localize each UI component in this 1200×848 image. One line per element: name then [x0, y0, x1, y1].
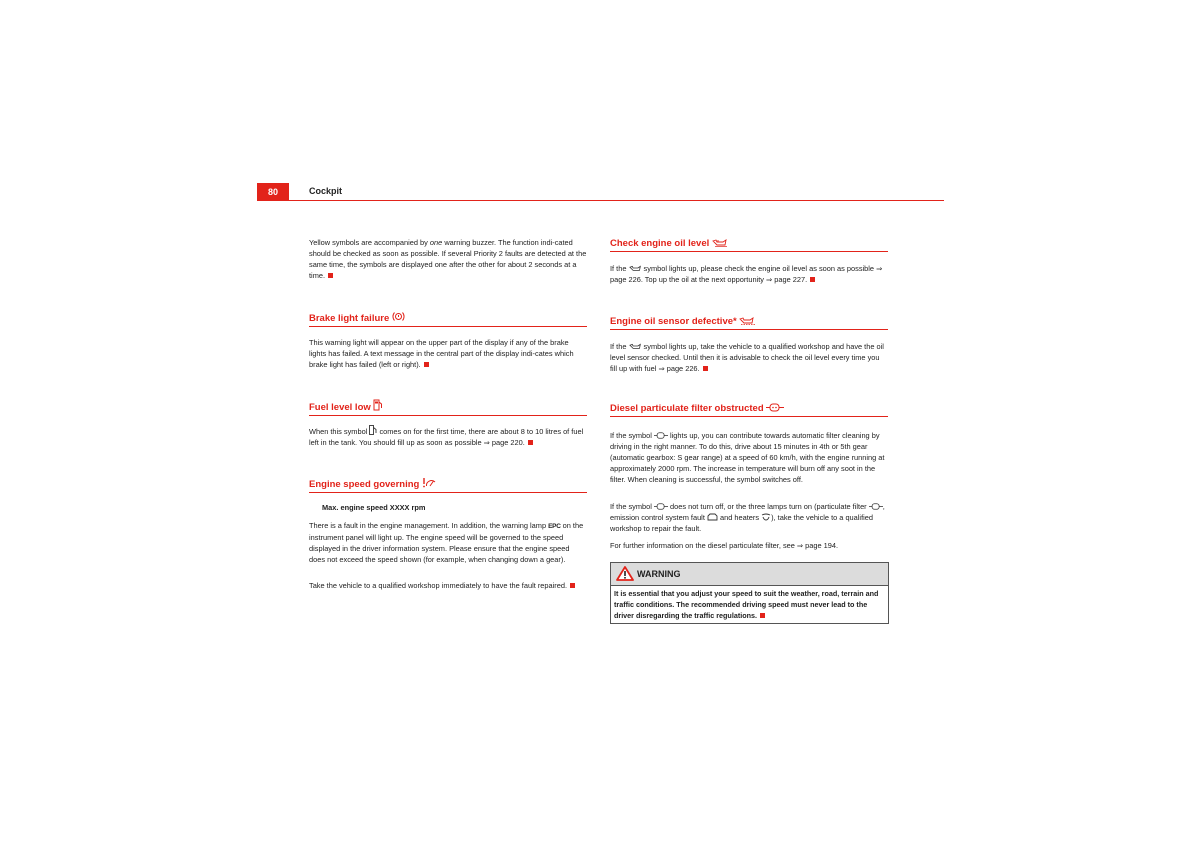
warning-header — [611, 563, 888, 586]
header-rule — [289, 200, 944, 201]
warning-label: WARNING — [637, 569, 681, 579]
particulate-filter-icon — [766, 403, 784, 412]
intro-paragraph: Yellow symbols are accompanied by one warning buzzer. The function indi-cated should be checked as soon as possible. If several Priority 2 faults are detected at the same time, the symbols are displayed one after the other for about 2 seconds at a time. — [309, 238, 587, 280]
fuel-paragraph: When this symbol comes on for the first time, there are about 8 to 10 litres of fuel left in the tank. You should fill up as soon as possible ⇒ page 220. — [309, 427, 584, 447]
fuel-pump-icon — [373, 399, 383, 411]
brake-light-heading: Brake light failure — [309, 311, 587, 327]
end-marker — [328, 273, 333, 278]
sensor-paragraph: If the symbol lights up, take the vehicle to a qualified workshop and have the oil level sensor checked. Until then it is advisable to check the oil level every time you fill up with fuel ⇒ page 226. — [610, 342, 884, 373]
particulate-filter-icon — [869, 503, 883, 510]
brake-light-icon — [392, 311, 405, 322]
oil-sensor-icon — [739, 315, 757, 325]
end-marker — [810, 277, 815, 282]
oil-can-icon — [629, 264, 642, 272]
engine-paragraph-2: Take the vehicle to a qualified workshop immediately to have the fault repaired. — [309, 580, 587, 591]
particulate-filter-icon — [654, 503, 668, 510]
warning-triangle-icon — [616, 566, 634, 586]
oil-sensor-heading: Engine oil sensor defective* — [610, 315, 888, 330]
end-marker — [528, 440, 533, 445]
engine-speed-subheading: Max. engine speed XXXX rpm — [322, 503, 426, 512]
epc-icon: EPC — [548, 523, 561, 530]
oil-paragraph: If the symbol lights up, please check the engine oil level as soon as possible ⇒ page 226. Top up the oil at the next opportunity ⇒ page 227. — [610, 264, 883, 284]
page-header — [257, 183, 944, 201]
end-marker — [760, 613, 765, 618]
engine-speed-heading: Engine speed governing — [309, 477, 587, 493]
fuel-level-heading: Fuel level low — [309, 399, 587, 416]
oil-sensor-icon — [629, 342, 642, 350]
particulate-filter-icon — [654, 432, 668, 439]
warning-text: It is essential that you adjust your speed to suit the weather, road, terrain and traffic conditions. The recommended driving speed must never lead to the driver disregarding the traffic regulations. — [614, 589, 879, 620]
end-marker — [703, 366, 708, 371]
emission-control-icon — [707, 513, 718, 521]
brake-paragraph: This warning light will appear on the upper part of the display if any of the brake lights has failed. A text message in the central part of the display indi-cates which brake light has failed (left or right). — [309, 338, 574, 369]
engine-speed-icon — [422, 477, 436, 488]
dpf-paragraph-1: If the symbol lights up, you can contribute towards automatic filter cleaning by driving in the right manner. To do this, drive about 15 minutes in 4th or 5th gear (automatic gearbox: S gear range) at a speed of 60 km/h, with the engine running at approximately 2000 rpm. The increase in temperature will burn off any soot in the filter. When cleaning is successful, the symbol switches off. — [610, 431, 885, 484]
end-marker — [424, 362, 429, 367]
particulate-filter-heading: Diesel particulate filter obstructed — [610, 403, 888, 417]
dpf-paragraph-3: For further information on the diesel particulate filter, see ⇒ page 194. — [610, 541, 839, 550]
page-number: 80 — [257, 183, 289, 201]
chapter-title: Cockpit — [309, 186, 343, 196]
warning-box — [610, 562, 889, 624]
dpf-paragraph-2: If the symbol does not turn off, or the three lamps turn on (particulate filter , emission control system fault and heaters ), take the vehicle to a qualified workshop to repair the fault. — [610, 502, 885, 533]
end-marker — [570, 583, 575, 588]
glow-plug-icon — [761, 513, 771, 521]
engine-paragraph-1: There is a fault in the engine management. In addition, the warning lamp EPC on the instrument panel will light up. The engine speed will be governed to the speed displayed in the driver information system. Please ensure that the engine speed does not exceed the speed shown (for example, when changing down a gear). — [309, 521, 584, 564]
oil-can-icon — [712, 237, 728, 247]
oil-level-heading: Check engine oil level — [610, 237, 888, 252]
